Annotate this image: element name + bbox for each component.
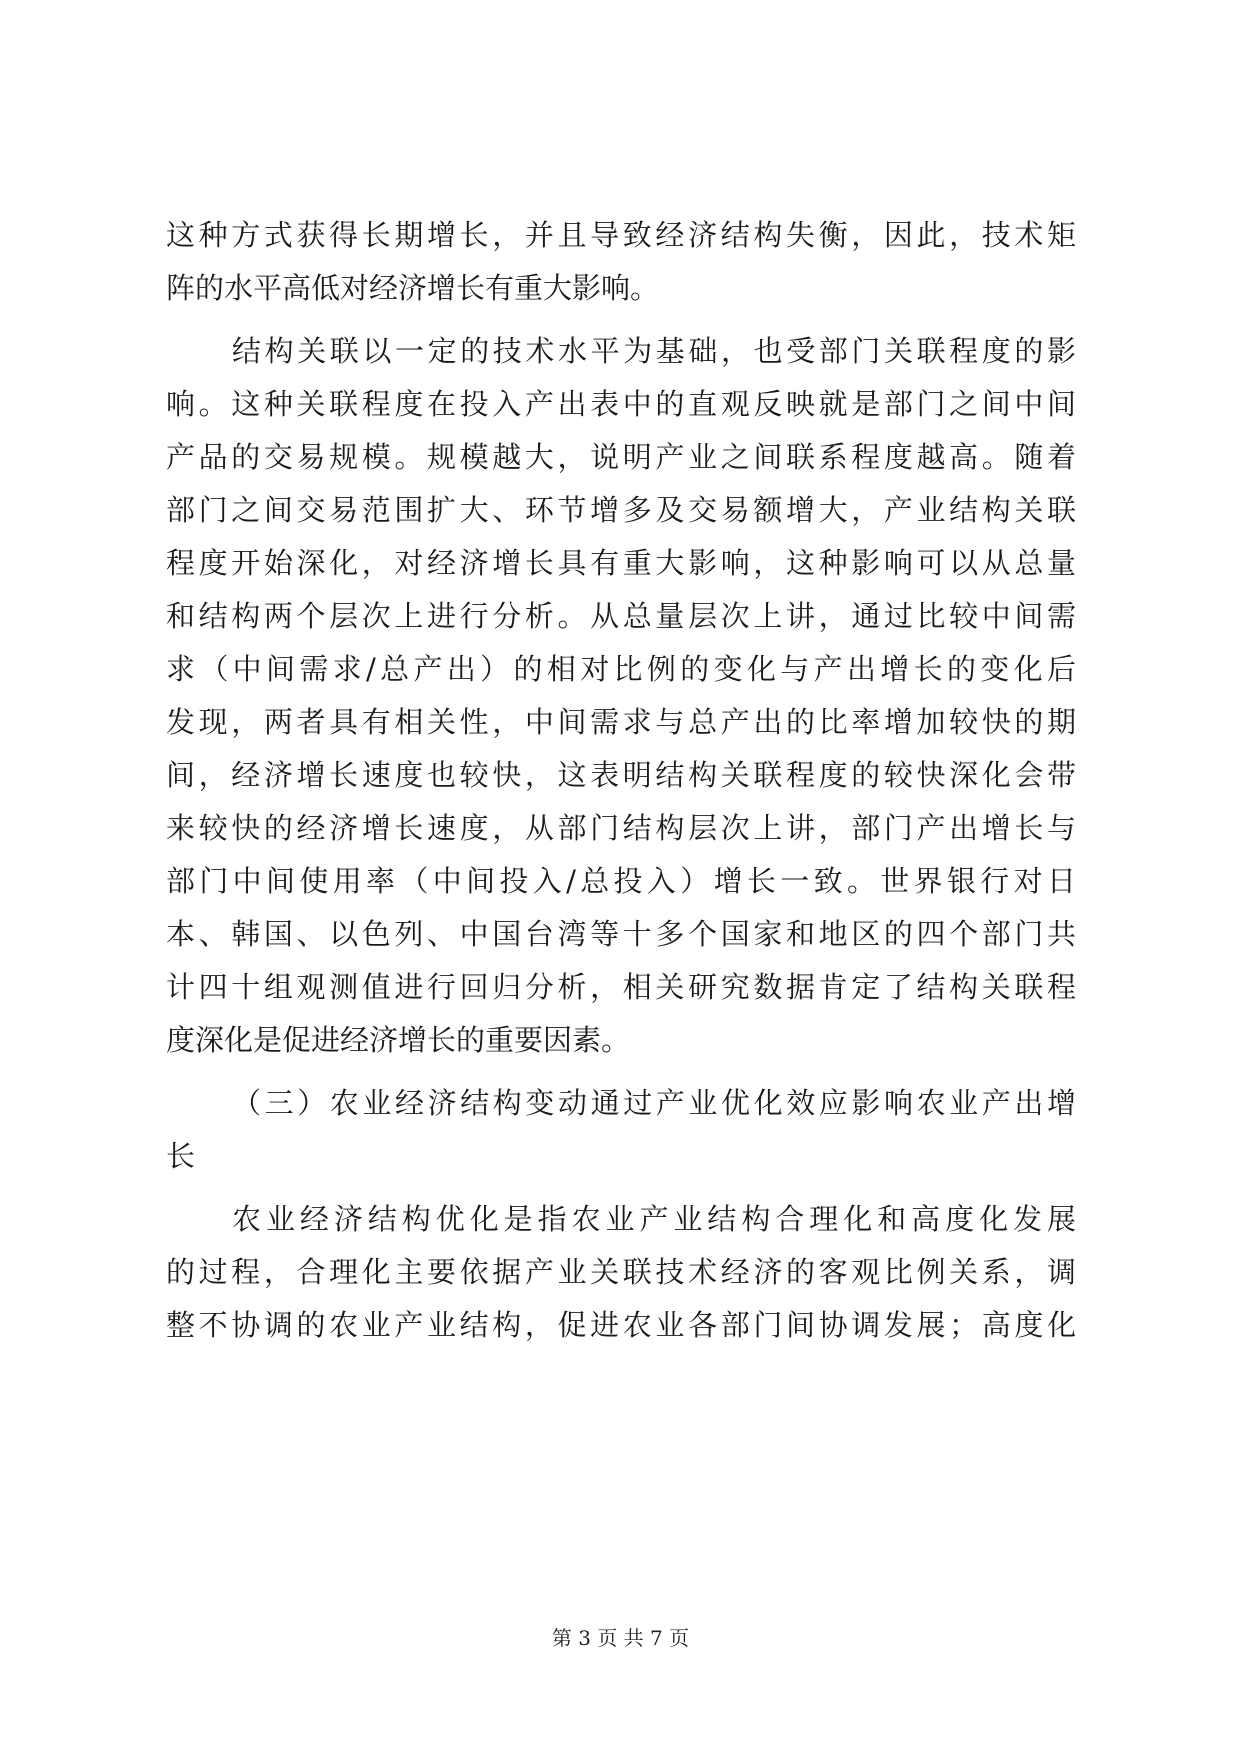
text-line: 和结构两个层次上进行分析。从总量层次上讲，通过比较中间需 <box>166 599 1076 633</box>
text-line: 部门之间交易范围扩大、环节增多及交易额增大，产业结构关联 <box>166 493 1076 527</box>
text-line: 结构关联以一定的技术水平为基础，也受部门关联程度的影 <box>232 334 1076 368</box>
page-number: 第 3 页 共 7 页 <box>551 1626 690 1650</box>
text-line: 度深化是促进经济增长的重要因素。 <box>166 1023 631 1057</box>
section-heading: 长 <box>166 1139 196 1173</box>
text-line: 发现，两者具有相关性，中间需求与总产出的比率增加较快的期 <box>166 705 1076 739</box>
section-heading: （三）农业经济结构变动通过产业优化效应影响农业产出增 <box>232 1086 1076 1120</box>
text-line: 响。这种关联程度在投入产出表中的直观反映就是部门之间中间 <box>166 387 1076 421</box>
text-line: 农业经济结构优化是指农业产业结构合理化和高度化发展 <box>232 1202 1076 1236</box>
text-line: 阵的水平高低对经济增长有重大影响。 <box>166 271 660 305</box>
text-line: 本、韩国、以色列、中国台湾等十多个国家和地区的四个部门共 <box>166 917 1076 951</box>
text-line: 的过程，合理化主要依据产业关联技术经济的客观比例关系，调 <box>166 1255 1076 1289</box>
text-line: 产品的交易规模。规模越大，说明产业之间联系程度越高。随着 <box>166 440 1076 474</box>
text-line: 计四十组观测值进行回归分析，相关研究数据肯定了结构关联程 <box>166 970 1076 1004</box>
text-line: 整不协调的农业产业结构，促进农业各部门间协调发展；高度化 <box>166 1308 1076 1342</box>
text-line: 求（中间需求/总产出）的相对比例的变化与产出增长的变化后 <box>166 652 1076 686</box>
text-line: 来较快的经济增长速度，从部门结构层次上讲，部门产出增长与 <box>166 811 1076 845</box>
text-line: 间，经济增长速度也较快，这表明结构关联程度的较快深化会带 <box>166 758 1076 792</box>
text-line: 程度开始深化，对经济增长具有重大影响，这种影响可以从总量 <box>166 546 1076 580</box>
text-line: 部门中间使用率（中间投入/总投入）增长一致。世界银行对日 <box>166 864 1076 898</box>
text-line: 这种方式获得长期增长，并且导致经济结构失衡，因此，技术矩 <box>166 218 1076 252</box>
